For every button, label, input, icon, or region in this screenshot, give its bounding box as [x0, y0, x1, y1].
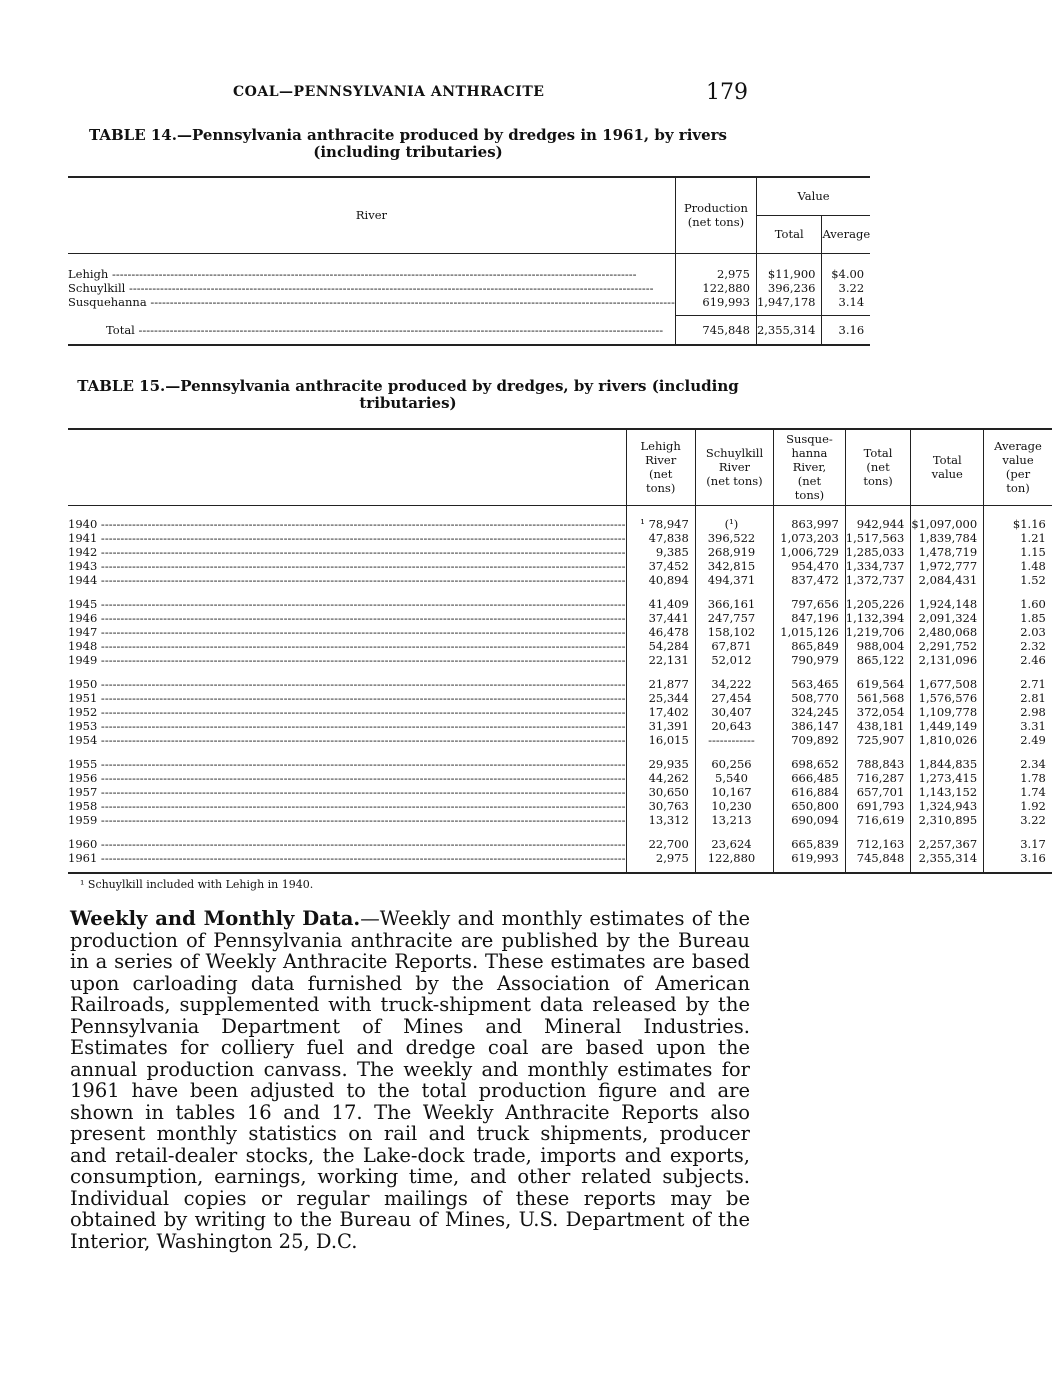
value-cell: 30,650 [626, 785, 695, 799]
value-cell: 2,291,752 [911, 639, 984, 653]
table-15 [68, 428, 1052, 874]
value-cell: 342,815 [695, 559, 773, 573]
value-cell: 324,245 [774, 705, 846, 719]
value-cell: $1.16 [984, 517, 1052, 531]
table-row [68, 653, 1052, 667]
value-cell: 10,230 [695, 799, 773, 813]
value-cell: 37,441 [626, 611, 695, 625]
value-cell: 1,839,784 [911, 531, 984, 545]
year-cell: 1952 ----- [68, 705, 626, 719]
value-cell: 657,701 [845, 785, 911, 799]
year-cell: 1958 ----- [68, 799, 626, 813]
value-cell: 2,091,324 [911, 611, 984, 625]
year-cell: 1947 ----- [68, 625, 626, 639]
value-cell: 942,944 [845, 517, 911, 531]
value-cell: ------------ [695, 733, 773, 747]
footnote: ¹ Schuylkill included with Lehigh in 1940. [80, 878, 314, 891]
value-cell: 712,163 [845, 837, 911, 851]
value-cell: 158,102 [695, 625, 773, 639]
value-cell: 372,054 [845, 705, 911, 719]
value-cell: 30,407 [695, 705, 773, 719]
value-cell: 1,844,835 [911, 757, 984, 771]
table-row [68, 625, 1052, 639]
table-15-caption-line1: TABLE 15.—Pennsylvania anthracite produced by dredges, by rivers (including [77, 377, 739, 395]
value-cell: 1,810,026 [911, 733, 984, 747]
body-paragraph [70, 908, 750, 1252]
col-value: Value [756, 177, 870, 215]
value-cell: 1,273,415 [911, 771, 984, 785]
value-cell: 790,979 [774, 653, 846, 667]
table-row [68, 719, 1052, 733]
value-cell: 1,219,706 [845, 625, 911, 639]
year-cell: 1946 ----- [68, 611, 626, 625]
value-cell: 5,540 [695, 771, 773, 785]
table-row [68, 545, 1052, 559]
value-cell: 665,839 [774, 837, 846, 851]
value-cell: 3.22 [984, 813, 1052, 827]
table-row [68, 639, 1052, 653]
value-cell: 1.74 [984, 785, 1052, 799]
col-production: Production (net tons) [675, 177, 756, 253]
value-cell: 17,402 [626, 705, 695, 719]
value-cell: 27,454 [695, 691, 773, 705]
table-row: Schuylkill ----- 122,880 396,236 3.22 [68, 281, 870, 295]
value-cell: 1,924,148 [911, 597, 984, 611]
table-14 [68, 176, 870, 346]
value-cell: 29,935 [626, 757, 695, 771]
value-cell: 508,770 [774, 691, 846, 705]
value-cell: 494,371 [695, 573, 773, 587]
value-cell: 1,478,719 [911, 545, 984, 559]
value-cell: 13,312 [626, 813, 695, 827]
value-cell: 2.46 [984, 653, 1052, 667]
table-row [68, 733, 1052, 747]
value-cell: 1,205,226 [845, 597, 911, 611]
table-14-caption-line2: (including tributaries) [313, 143, 503, 161]
value-cell: 438,181 [845, 719, 911, 733]
value-cell: 34,222 [695, 677, 773, 691]
value-cell: (¹) [695, 517, 773, 531]
table-row [68, 597, 1052, 611]
value-cell: 1.85 [984, 611, 1052, 625]
table-row [68, 611, 1052, 625]
value-cell: 22,700 [626, 837, 695, 851]
value-cell: 3.17 [984, 837, 1052, 851]
value-cell: 22,131 [626, 653, 695, 667]
value-cell: 690,094 [774, 813, 846, 827]
year-cell: 1961 ----- [68, 851, 626, 865]
value-cell: 1,449,149 [911, 719, 984, 733]
table-row [68, 705, 1052, 719]
table-row: Susquehanna ----- 619,993 1,947,178 3.14 [68, 295, 870, 315]
table-row [68, 813, 1052, 827]
col-average-value: Average value (per ton) [984, 429, 1052, 505]
value-cell: 561,568 [845, 691, 911, 705]
value-cell: 1,285,033 [845, 545, 911, 559]
table-14-caption [68, 127, 748, 161]
value-cell: 366,161 [695, 597, 773, 611]
value-cell: 396,522 [695, 531, 773, 545]
value-cell: 3.31 [984, 719, 1052, 733]
value-cell: 1.92 [984, 799, 1052, 813]
value-cell: 386,147 [774, 719, 846, 733]
col-total: Total [756, 215, 822, 253]
table-row [68, 531, 1052, 545]
table-row [68, 517, 1052, 531]
value-cell: $1,097,000 [911, 517, 984, 531]
table-row [68, 785, 1052, 799]
table-14-caption-line1: TABLE 14.—Pennsylvania anthracite produced by dredges in 1961, by rivers [88, 126, 727, 144]
value-cell: 2,131,096 [911, 653, 984, 667]
value-cell: 2.34 [984, 757, 1052, 771]
value-cell: 46,478 [626, 625, 695, 639]
value-cell: 1,006,729 [774, 545, 846, 559]
table-15-caption [68, 378, 748, 412]
table-15-caption-line2: tributaries) [359, 394, 457, 412]
value-cell: 2,355,314 [911, 851, 984, 865]
col-lehigh: Lehigh River (net tons) [626, 429, 695, 505]
year-cell: 1942 ----- [68, 545, 626, 559]
value-cell: 1,143,152 [911, 785, 984, 799]
value-cell: 619,564 [845, 677, 911, 691]
value-cell: 988,004 [845, 639, 911, 653]
value-cell: 1,972,777 [911, 559, 984, 573]
value-cell: 13,213 [695, 813, 773, 827]
value-cell: 9,385 [626, 545, 695, 559]
value-cell: 1.21 [984, 531, 1052, 545]
value-cell: 21,877 [626, 677, 695, 691]
value-cell: 725,907 [845, 733, 911, 747]
value-cell: 1,677,508 [911, 677, 984, 691]
value-cell: 650,800 [774, 799, 846, 813]
table-total-row: Total ----- 745,848 2,355,314 3.16 [68, 315, 870, 345]
value-cell: 716,619 [845, 813, 911, 827]
value-cell: 1.78 [984, 771, 1052, 785]
year-cell: 1940 ----- [68, 517, 626, 531]
year-cell: 1954 ----- [68, 733, 626, 747]
year-cell: 1959 ----- [68, 813, 626, 827]
col-total-value: Total value [911, 429, 984, 505]
col-average: Average [822, 215, 870, 253]
value-cell: 563,465 [774, 677, 846, 691]
table-row [68, 799, 1052, 813]
value-cell: 2.71 [984, 677, 1052, 691]
value-cell: 2,310,895 [911, 813, 984, 827]
value-cell: 745,848 [845, 851, 911, 865]
table-row [68, 677, 1052, 691]
value-cell: 865,849 [774, 639, 846, 653]
value-cell: 44,262 [626, 771, 695, 785]
year-cell: 1957 ----- [68, 785, 626, 799]
year-cell: 1943 ----- [68, 559, 626, 573]
value-cell: 1.52 [984, 573, 1052, 587]
value-cell: 865,122 [845, 653, 911, 667]
table-row [68, 559, 1052, 573]
table-row [68, 851, 1052, 865]
year-cell: 1953 ----- [68, 719, 626, 733]
value-cell: 1,073,203 [774, 531, 846, 545]
value-cell: 25,344 [626, 691, 695, 705]
table-row [68, 771, 1052, 785]
value-cell: 20,643 [695, 719, 773, 733]
value-cell: 2,257,367 [911, 837, 984, 851]
table-row [68, 837, 1052, 851]
value-cell: 716,287 [845, 771, 911, 785]
value-cell: 268,919 [695, 545, 773, 559]
value-cell: 2.32 [984, 639, 1052, 653]
table-row: Lehigh ----- 2,975 $11,900 $4.00 [68, 267, 870, 281]
value-cell: 1,517,563 [845, 531, 911, 545]
value-cell: 863,997 [774, 517, 846, 531]
col-total-tons: Total (net tons) [845, 429, 911, 505]
value-cell: 1.15 [984, 545, 1052, 559]
value-cell: 691,793 [845, 799, 911, 813]
running-head [68, 82, 748, 106]
value-cell: 16,015 [626, 733, 695, 747]
value-cell: 837,472 [774, 573, 846, 587]
year-cell: 1950 ----- [68, 677, 626, 691]
value-cell: 619,993 [774, 851, 846, 865]
value-cell: 10,167 [695, 785, 773, 799]
value-cell: 666,485 [774, 771, 846, 785]
value-cell: 797,656 [774, 597, 846, 611]
year-cell: 1941 ----- [68, 531, 626, 545]
value-cell: ¹ 78,947 [626, 517, 695, 531]
year-cell: 1960 ----- [68, 837, 626, 851]
value-cell: 54,284 [626, 639, 695, 653]
value-cell: 1,324,943 [911, 799, 984, 813]
value-cell: 1.60 [984, 597, 1052, 611]
value-cell: 2,975 [626, 851, 695, 865]
year-cell: 1955 ----- [68, 757, 626, 771]
value-cell: 52,012 [695, 653, 773, 667]
value-cell: 698,652 [774, 757, 846, 771]
value-cell: 40,894 [626, 573, 695, 587]
value-cell: 47,838 [626, 531, 695, 545]
value-cell: 37,452 [626, 559, 695, 573]
running-head-title: COAL—PENNSYLVANIA ANTHRACITE [233, 84, 545, 100]
year-cell: 1949 ----- [68, 653, 626, 667]
year-cell: 1956 ----- [68, 771, 626, 785]
year-cell: 1944 ----- [68, 573, 626, 587]
value-cell: 2.03 [984, 625, 1052, 639]
value-cell: 67,871 [695, 639, 773, 653]
year-cell: 1948 ----- [68, 639, 626, 653]
value-cell: 247,757 [695, 611, 773, 625]
value-cell: 1.48 [984, 559, 1052, 573]
value-cell: 616,884 [774, 785, 846, 799]
value-cell: 3.16 [984, 851, 1052, 865]
value-cell: 1,109,778 [911, 705, 984, 719]
value-cell: 2.98 [984, 705, 1052, 719]
col-year [68, 429, 626, 505]
paragraph-lead: Weekly and Monthly Data. [70, 907, 361, 930]
value-cell: 2.49 [984, 733, 1052, 747]
col-schuylkill: Schuylkill River (net tons) [695, 429, 773, 505]
table-row [68, 573, 1052, 587]
value-cell: 1,015,126 [774, 625, 846, 639]
value-cell: 1,334,737 [845, 559, 911, 573]
value-cell: 41,409 [626, 597, 695, 611]
page-number: 179 [706, 80, 748, 105]
year-cell: 1951 ----- [68, 691, 626, 705]
value-cell: 1,372,737 [845, 573, 911, 587]
value-cell: 30,763 [626, 799, 695, 813]
value-cell: 23,624 [695, 837, 773, 851]
value-cell: 2,084,431 [911, 573, 984, 587]
value-cell: 1,132,394 [845, 611, 911, 625]
value-cell: 788,843 [845, 757, 911, 771]
value-cell: 2,480,068 [911, 625, 984, 639]
table-row [68, 757, 1052, 771]
year-cell: 1945 ----- [68, 597, 626, 611]
col-river: River [68, 177, 675, 253]
value-cell: 31,391 [626, 719, 695, 733]
value-cell: 709,892 [774, 733, 846, 747]
value-cell: 954,470 [774, 559, 846, 573]
col-susquehanna: Susque-hanna River, (net tons) [774, 429, 846, 505]
paragraph-text: —Weekly and monthly estimates of the production of Pennsylvania anthracite are published by the Bureau in a series of Weekly Anthracite Reports. These estimates are based upon carloading data furnished by the Association of American Railroads, supplemented with truck-shipment data released by the Pennsylvania Department of Mines and Mineral Industries. Estimates for colliery fuel and dredge coal are based upon the annual production canvass. The weekly and monthly estimates for 1961 have been adjusted to the total production figure and are shown in tables 16 and 17. The Weekly Anthracite Reports also present monthly statistics on rail and truck shipments, producer and retail-dealer stocks, the Lake-dock trade, imports and exports, consumption, earnings, working time, and other related subjects. Individual copies or regular mailings of these reports may be obtained by writing to the Bureau of Mines, U.S. Department of the Interior, Washington 25, D.C. [70, 907, 750, 1253]
value-cell: 122,880 [695, 851, 773, 865]
value-cell: 847,196 [774, 611, 846, 625]
table-row [68, 691, 1052, 705]
value-cell: 1,576,576 [911, 691, 984, 705]
value-cell: 2.81 [984, 691, 1052, 705]
value-cell: 60,256 [695, 757, 773, 771]
